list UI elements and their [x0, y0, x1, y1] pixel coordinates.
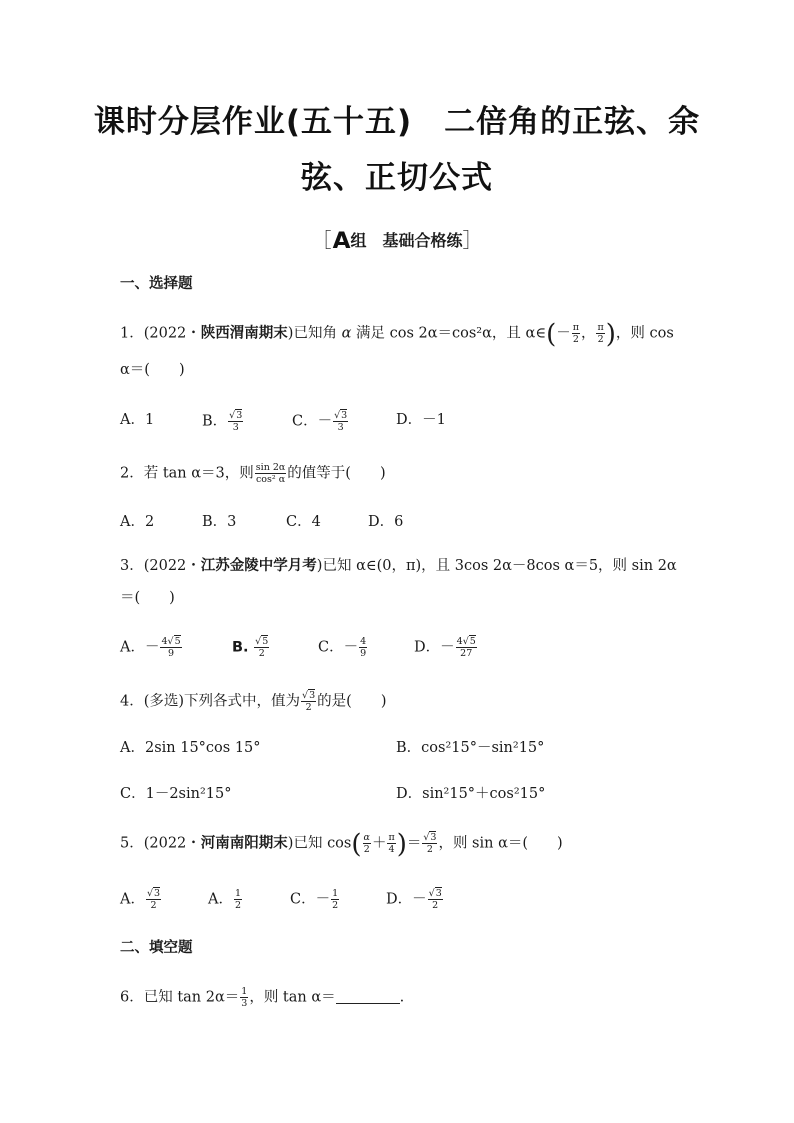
q4-option-a: A．2sin 15°cos 15°: [120, 740, 261, 756]
group-name: 基础合格练: [382, 231, 463, 250]
question-5: 5．(2022・河南南阳期末)已知 cos( $\frac{\alpha}{2}$ ＋ $\frac{\pi}{4}$ )＝ $\frac{√3}{2}$ ，则 sin α＝( ): [120, 829, 563, 860]
question-6: 6．已知 tan 2α＝ $\frac{1}{3}$ ，则 tan α＝ .: [120, 986, 405, 1009]
question-3-options: [120, 636, 700, 660]
question-5-source: 河南南阳期末: [200, 835, 288, 852]
question-1-source: 陕西渭南期末: [200, 325, 288, 342]
group-label: [0, 224, 794, 254]
section-heading-fill: 二、填空题: [120, 940, 193, 956]
question-4-options-row-2: [120, 784, 700, 806]
question-1-line-2: α＝( ): [120, 362, 185, 378]
q4-option-b: B．cos²15°－sin²15°: [396, 740, 545, 756]
q5-option-c: C．－ $\frac{1}{2}$: [290, 888, 339, 911]
q4-option-c: C．1－2sin²15°: [120, 786, 232, 802]
q2-option-b: B．3: [202, 514, 237, 530]
q1-option-d: D．－1: [396, 412, 446, 428]
q2-option-c: C．4: [286, 514, 321, 530]
q2-option-d: D．6: [368, 514, 404, 530]
q1-option-b: B． $\frac{√3}{3}$: [202, 410, 243, 433]
question-4-options-row-1: [120, 738, 700, 760]
q3-option-c: C．－ $\frac{4}{9}$: [318, 636, 367, 659]
answer-blank[interactable]: [336, 989, 400, 1004]
q1-option-c: C．－ $\frac{√3}{3}$: [292, 410, 348, 433]
q3-option-d: D．－ $\frac{4√5}{27}$: [414, 636, 476, 659]
bracket-close: ］: [462, 228, 483, 252]
group-a-badge: A: [333, 229, 351, 254]
q3-option-a: A．－ $\frac{4√5}{9}$: [120, 636, 181, 659]
group-word: 组: [350, 231, 367, 250]
question-2-options: [120, 512, 700, 534]
question-3-line-2: ＝( ): [120, 590, 175, 606]
q1-option-a: A．1: [120, 412, 155, 428]
question-3-source: 江苏金陵中学月考: [200, 558, 317, 574]
question-3: 3．(2022・江苏金陵中学月考)已知 α∈(0，π)，且 3cos 2α－8cos α＝5，则 sin 2α: [120, 558, 677, 574]
page-title-line-1: 课时分层作业(五十五) 二倍角的正弦、余: [93, 104, 701, 140]
section-heading-choice: 一、选择题: [120, 276, 193, 292]
page-title-line-2: 弦、正切公式: [301, 160, 493, 196]
q5-option-d: D．－ $\frac{√3}{2}$: [386, 888, 442, 911]
q4-option-d: D．sin²15°＋cos²15°: [396, 786, 546, 802]
question-2: 2．若 tan α＝3，则 $\frac{\sin 2\alpha}{\text{cos² α}}$ 的值等于( ): [120, 462, 386, 485]
q2-option-a: A．2: [120, 514, 155, 530]
q3-option-b: B. $\frac{√5}{2}$: [232, 636, 269, 659]
question-1-options: [120, 410, 700, 432]
question-5-options: [120, 888, 700, 912]
question-4: 4．(多选)下列各式中，值为 $\frac{√3}{2}$ 的是( ): [120, 690, 387, 713]
question-1: 1．(2022・陕西渭南期末)已知角 α 满足 cos 2α＝cos²α，且 α∈(－ $\frac{\pi}{2}$ ， $\frac{\pi}{2}$ )，则 cos: [120, 319, 674, 350]
bracket-open: ［: [311, 228, 332, 252]
q5-option-b: A． $\frac{1}{2}$: [208, 888, 242, 911]
q5-option-a: A． $\frac{√3}{2}$: [120, 888, 161, 911]
